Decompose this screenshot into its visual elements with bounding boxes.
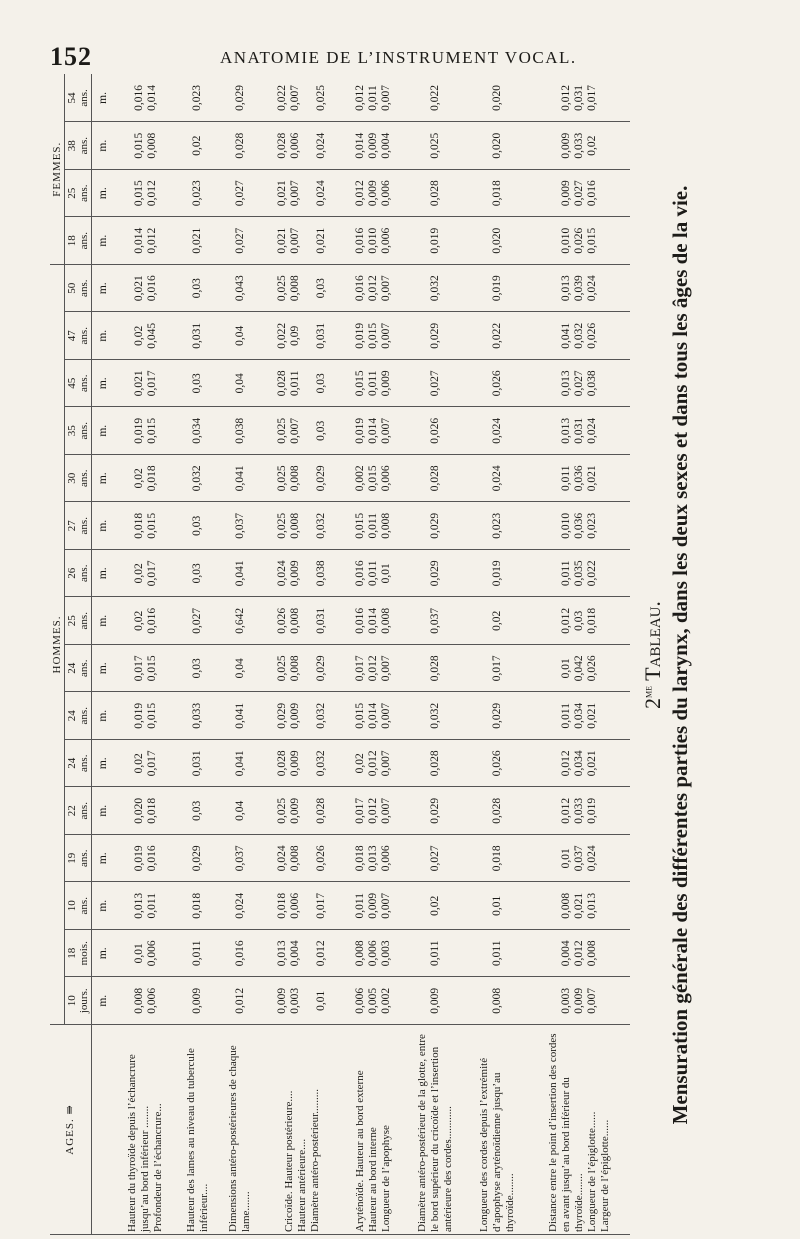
value-cell: 0,03 bbox=[177, 264, 219, 312]
table-body bbox=[92, 74, 631, 1234]
value-cell: 0,002 0,015 0,006 bbox=[343, 455, 405, 503]
value-cell: 0,019 0,014 0,007 bbox=[343, 407, 405, 455]
tableau-word: Tableau. bbox=[640, 601, 665, 681]
value-cell: 0,020 bbox=[467, 74, 529, 122]
age-value: 24 bbox=[66, 757, 78, 769]
value-cell: 0,017 0,012 0,007 bbox=[343, 645, 405, 693]
value-cell: 0,014 0,009 0,004 bbox=[343, 122, 405, 170]
age-header-cell bbox=[65, 550, 92, 598]
value-cell: 0,028 bbox=[405, 455, 467, 503]
value-cell: 0,008 0,006 0,003 bbox=[343, 930, 405, 978]
value-cell: 0,009 bbox=[177, 977, 219, 1025]
value-cell: 0,023 bbox=[177, 169, 219, 217]
age-unit: ans. bbox=[78, 564, 90, 582]
right-arrow-icon: ⇛ bbox=[64, 1104, 76, 1115]
value-cell: 0,014 0,012 bbox=[115, 217, 177, 265]
value-cell: 0,03 bbox=[177, 502, 219, 550]
value-cell: 0,013 0,031 0,024 bbox=[529, 407, 630, 455]
unit-cell: m. bbox=[92, 835, 115, 883]
age-unit: ans. bbox=[78, 897, 90, 915]
value-cell: 0,02 0,017 bbox=[115, 550, 177, 598]
value-cell: 0,012 bbox=[219, 977, 261, 1025]
row-label: Dimensions antéro-postérieures de chaque lame....... bbox=[219, 1025, 261, 1235]
age-unit: ans. bbox=[78, 802, 90, 820]
tableau-number: 2 bbox=[640, 697, 665, 709]
age-header-cell bbox=[65, 407, 92, 455]
age-header-cell bbox=[65, 835, 92, 883]
group-header-row bbox=[50, 74, 65, 1234]
age-value: 22 bbox=[66, 805, 78, 817]
value-cell: 0,025 0,007 0,03 bbox=[261, 407, 343, 455]
table-row bbox=[529, 74, 630, 1234]
age-value: 24 bbox=[66, 710, 78, 722]
unit-cell: m. bbox=[92, 550, 115, 598]
age-value: 38 bbox=[66, 140, 78, 152]
value-cell: 0,015 0,008 bbox=[115, 122, 177, 170]
unit-cell: m. bbox=[92, 787, 115, 835]
age-unit: ans. bbox=[78, 137, 90, 155]
age-header-cell bbox=[65, 169, 92, 217]
value-cell: 0,016 0,012 0,007 bbox=[343, 264, 405, 312]
row-label: Hauteur du thyroïde depuis l’échancrure jusqu’au bord inférieur ........ Profondeur de l’échancrure... bbox=[115, 1025, 177, 1235]
value-cell: 0,032 bbox=[405, 692, 467, 740]
value-cell: 0,028 0,009 0,032 bbox=[261, 740, 343, 788]
age-value: 18 bbox=[66, 947, 78, 959]
age-header-cell bbox=[65, 122, 92, 170]
age-value: 18 bbox=[66, 235, 78, 247]
age-unit: ans. bbox=[78, 659, 90, 677]
value-cell: 0,019 0,016 bbox=[115, 835, 177, 883]
value-cell: 0,02 0,045 bbox=[115, 312, 177, 360]
value-cell: 0,025 0,008 0,03 bbox=[261, 264, 343, 312]
unit-cell: m. bbox=[92, 740, 115, 788]
table-row bbox=[405, 74, 467, 1234]
value-cell: 0,026 bbox=[467, 740, 529, 788]
value-cell: 0,017 bbox=[467, 645, 529, 693]
value-cell: 0,019 0,015 bbox=[115, 407, 177, 455]
value-cell: 0,021 0,017 bbox=[115, 360, 177, 408]
age-unit: ans. bbox=[78, 612, 90, 630]
age-value: 10 bbox=[66, 900, 78, 912]
value-cell: 0,011 bbox=[177, 930, 219, 978]
age-unit: ans. bbox=[78, 849, 90, 867]
value-cell: 0,019 0,015 bbox=[115, 692, 177, 740]
value-cell: 0,027 bbox=[405, 835, 467, 883]
value-cell: 0,008 bbox=[467, 977, 529, 1025]
value-cell: 0,019 bbox=[405, 217, 467, 265]
value-cell: 0,029 bbox=[405, 787, 467, 835]
age-unit: ans. bbox=[78, 184, 90, 202]
table-row bbox=[261, 74, 343, 1234]
value-cell: 0,020 0,018 bbox=[115, 787, 177, 835]
page-header bbox=[50, 42, 770, 72]
running-head: ANATOMIE DE L’INSTRUMENT VOCAL. bbox=[220, 48, 577, 67]
age-unit: ans. bbox=[78, 469, 90, 487]
value-cell: 0,028 0,006 0,024 bbox=[261, 122, 343, 170]
value-cell: 0,022 0,09 0,031 bbox=[261, 312, 343, 360]
value-cell: 0,028 bbox=[405, 645, 467, 693]
table-row bbox=[177, 74, 219, 1234]
unit-cell: m. bbox=[92, 217, 115, 265]
ages-header bbox=[50, 1025, 92, 1235]
value-cell: 0,028 bbox=[219, 122, 261, 170]
age-header-cell bbox=[65, 502, 92, 550]
value-cell: 0,012 0,034 0,021 bbox=[529, 740, 630, 788]
value-cell: 0,02 0,012 0,007 bbox=[343, 740, 405, 788]
unit-cell: m. bbox=[92, 407, 115, 455]
unit-cell: m. bbox=[92, 502, 115, 550]
table-row bbox=[467, 74, 529, 1234]
value-cell: 0,003 0,009 0,007 bbox=[529, 977, 630, 1025]
age-value: 25 bbox=[66, 615, 78, 627]
age-unit: ans. bbox=[78, 422, 90, 440]
value-cell: 0,037 bbox=[405, 597, 467, 645]
value-cell: 0,008 0,006 bbox=[115, 977, 177, 1025]
age-header-cell bbox=[65, 740, 92, 788]
value-cell: 0,027 bbox=[219, 217, 261, 265]
value-cell: 0,029 bbox=[219, 74, 261, 122]
value-cell: 0,011 bbox=[467, 930, 529, 978]
value-cell: 0,016 0,014 bbox=[115, 74, 177, 122]
value-cell: 0,027 bbox=[405, 360, 467, 408]
tableau-label bbox=[640, 75, 666, 1235]
unit-cell: m. bbox=[92, 977, 115, 1025]
age-header-cell bbox=[65, 882, 92, 930]
value-cell: 0,01 0,006 bbox=[115, 930, 177, 978]
value-cell: 0,022 0,007 0,025 bbox=[261, 74, 343, 122]
value-cell: 0,021 0,007 0,021 bbox=[261, 217, 343, 265]
value-cell: 0,012 0,031 0,017 bbox=[529, 74, 630, 122]
value-cell: 0,009 bbox=[405, 977, 467, 1025]
value-cell: 0,021 0,007 0,024 bbox=[261, 169, 343, 217]
value-cell: 0,025 bbox=[405, 122, 467, 170]
unit-row-label bbox=[92, 1025, 115, 1235]
value-cell: 0,037 bbox=[219, 502, 261, 550]
age-header-cell bbox=[65, 597, 92, 645]
value-cell: 0,043 bbox=[219, 264, 261, 312]
row-label: Distance entre le point d’insertion des cordes en avant jusqu’au bord inférieur du thyroïde........ Longueur de l’épiglotte...... Largeur de l’épiglotte...... bbox=[529, 1025, 630, 1235]
value-cell: 0,016 bbox=[219, 930, 261, 978]
table-title: Mensuration générale des différentes parties du larynx, dans les deux sexes et dans tous les âges de la vie. bbox=[668, 185, 692, 1125]
value-cell: 0,04 bbox=[219, 360, 261, 408]
age-unit: ans. bbox=[78, 327, 90, 345]
value-cell: 0,018 0,013 0,006 bbox=[343, 835, 405, 883]
value-cell: 0,04 bbox=[219, 312, 261, 360]
value-cell: 0,023 bbox=[177, 74, 219, 122]
value-cell: 0,010 0,036 0,023 bbox=[529, 502, 630, 550]
value-cell: 0,011 0,035 0,022 bbox=[529, 550, 630, 598]
value-cell: 0,02 0,017 bbox=[115, 740, 177, 788]
value-cell: 0,028 bbox=[405, 169, 467, 217]
value-cell: 0,010 0,026 0,015 bbox=[529, 217, 630, 265]
value-cell: 0,006 0,005 0,002 bbox=[343, 977, 405, 1025]
value-cell: 0,009 0,027 0,016 bbox=[529, 169, 630, 217]
age-unit: ans. bbox=[78, 517, 90, 535]
value-cell: 0,019 bbox=[467, 550, 529, 598]
value-cell: 0,04 bbox=[219, 787, 261, 835]
value-cell: 0,020 bbox=[467, 122, 529, 170]
value-cell: 0,004 0,012 0,008 bbox=[529, 930, 630, 978]
age-value: 45 bbox=[66, 377, 78, 389]
value-cell: 0,024 bbox=[467, 407, 529, 455]
value-cell: 0,018 0,006 0,017 bbox=[261, 882, 343, 930]
unit-cell: m. bbox=[92, 930, 115, 978]
age-unit: jours. bbox=[78, 988, 90, 1014]
value-cell: 0,029 bbox=[405, 312, 467, 360]
value-cell: 0,024 bbox=[219, 882, 261, 930]
age-value: 50 bbox=[66, 282, 78, 294]
value-cell: 0,027 bbox=[219, 169, 261, 217]
value-cell: 0,018 bbox=[467, 169, 529, 217]
value-cell: 0,011 0,036 0,021 bbox=[529, 455, 630, 503]
value-cell: 0,025 0,008 0,032 bbox=[261, 502, 343, 550]
age-unit: ans. bbox=[78, 232, 90, 250]
age-unit: ans. bbox=[78, 754, 90, 772]
age-value: 47 bbox=[66, 330, 78, 342]
value-cell: 0,013 0,039 0,024 bbox=[529, 264, 630, 312]
unit-cell: m. bbox=[92, 597, 115, 645]
value-cell: 0,019 bbox=[467, 264, 529, 312]
value-cell: 0,025 0,009 0,028 bbox=[261, 787, 343, 835]
value-cell: 0,022 bbox=[405, 74, 467, 122]
value-cell: 0,013 0,004 0,012 bbox=[261, 930, 343, 978]
row-label: Diamètre antéro-postérieur de la glotte, entre le bord supérieur du cricoïde et l’insertion antérieure des cordes............ bbox=[405, 1025, 467, 1235]
age-header-cell bbox=[65, 930, 92, 978]
value-cell: 0,018 bbox=[177, 882, 219, 930]
value-cell: 0,028 0,011 0,03 bbox=[261, 360, 343, 408]
value-cell: 0,016 0,010 0,006 bbox=[343, 217, 405, 265]
value-cell: 0,01 0,037 0,024 bbox=[529, 835, 630, 883]
table-row bbox=[219, 74, 261, 1234]
age-unit: ans. bbox=[78, 279, 90, 297]
value-cell: 0,021 bbox=[177, 217, 219, 265]
value-cell: 0,032 bbox=[405, 264, 467, 312]
age-header-cell bbox=[65, 787, 92, 835]
age-value: 19 bbox=[66, 852, 78, 864]
value-cell: 0,009 0,003 0,01 bbox=[261, 977, 343, 1025]
unit-cell: m. bbox=[92, 645, 115, 693]
age-unit: ans. bbox=[78, 89, 90, 107]
value-cell: 0,026 0,008 0,031 bbox=[261, 597, 343, 645]
age-value: 26 bbox=[66, 567, 78, 579]
value-cell: 0,025 0,008 0,029 bbox=[261, 455, 343, 503]
value-cell: 0,02 bbox=[467, 597, 529, 645]
measurement-table bbox=[50, 74, 630, 1235]
row-label: Longueur des cordes depuis l’extrémité d’apophyse aryténoïdienne jusqu’au thyroïde........ bbox=[467, 1025, 529, 1235]
value-cell: 0,013 0,027 0,038 bbox=[529, 360, 630, 408]
value-cell: 0,016 0,014 0,008 bbox=[343, 597, 405, 645]
value-cell: 0,041 bbox=[219, 455, 261, 503]
value-cell: 0,019 0,015 0,007 bbox=[343, 312, 405, 360]
age-value: 54 bbox=[66, 92, 78, 104]
value-cell: 0,03 bbox=[177, 787, 219, 835]
ages-label: AGES. bbox=[64, 1118, 76, 1155]
age-unit: ans. bbox=[78, 707, 90, 725]
value-cell: 0,037 bbox=[219, 835, 261, 883]
page-number: 152 bbox=[50, 42, 92, 71]
unit-cell: m. bbox=[92, 882, 115, 930]
value-cell: 0,015 0,011 0,008 bbox=[343, 502, 405, 550]
age-value: 10 bbox=[66, 995, 78, 1007]
value-cell: 0,008 0,021 0,013 bbox=[529, 882, 630, 930]
value-cell: 0,018 bbox=[467, 835, 529, 883]
value-cell: 0,024 0,009 0,038 bbox=[261, 550, 343, 598]
value-cell: 0,028 bbox=[405, 740, 467, 788]
value-cell: 0,012 0,011 0,007 bbox=[343, 74, 405, 122]
row-label: Cricoïde. Hauteur postérieure.... Hauteur antérieure.... Diamètre antéro-postérieur......... bbox=[261, 1025, 343, 1235]
age-header-cell bbox=[65, 312, 92, 360]
rotated-tableau bbox=[50, 75, 750, 1235]
value-cell: 0,041 bbox=[219, 740, 261, 788]
value-cell: 0,017 0,012 0,007 bbox=[343, 787, 405, 835]
value-cell: 0,032 bbox=[177, 455, 219, 503]
value-cell: 0,022 bbox=[467, 312, 529, 360]
age-header-cell bbox=[65, 977, 92, 1025]
value-cell: 0,041 0,032 0,026 bbox=[529, 312, 630, 360]
value-cell: 0,03 bbox=[177, 550, 219, 598]
age-header-cell bbox=[65, 645, 92, 693]
age-header-cell bbox=[65, 455, 92, 503]
age-value: 24 bbox=[66, 662, 78, 674]
age-header-cell bbox=[65, 217, 92, 265]
age-value: 30 bbox=[66, 472, 78, 484]
value-cell: 0,01 bbox=[467, 882, 529, 930]
value-cell: 0,020 bbox=[467, 217, 529, 265]
value-cell: 0,023 bbox=[467, 502, 529, 550]
age-header-cell bbox=[65, 360, 92, 408]
value-cell: 0,029 bbox=[177, 835, 219, 883]
value-cell: 0,018 0,015 bbox=[115, 502, 177, 550]
age-header-cell bbox=[65, 692, 92, 740]
unit-cell: m. bbox=[92, 74, 115, 122]
tableau-suffix: me bbox=[640, 685, 655, 698]
value-cell: 0,027 bbox=[177, 597, 219, 645]
row-label: Hauteur des lames au niveau du tubercule inférieur.... bbox=[177, 1025, 219, 1235]
table-row bbox=[343, 74, 405, 1234]
value-cell: 0,026 bbox=[405, 407, 467, 455]
table-row bbox=[115, 74, 177, 1234]
value-cell: 0,033 bbox=[177, 692, 219, 740]
women-group-header: FEMMES. bbox=[50, 74, 65, 264]
value-cell: 0,034 bbox=[177, 407, 219, 455]
value-cell: 0,012 0,03 0,018 bbox=[529, 597, 630, 645]
value-cell: 0,026 bbox=[467, 360, 529, 408]
value-cell: 0,041 bbox=[219, 550, 261, 598]
value-cell: 0,015 0,011 0,009 bbox=[343, 360, 405, 408]
value-cell: 0,038 bbox=[219, 407, 261, 455]
value-cell: 0,017 0,015 bbox=[115, 645, 177, 693]
value-cell: 0,01 0,042 0,026 bbox=[529, 645, 630, 693]
unit-cell: m. bbox=[92, 264, 115, 312]
unit-cell: m. bbox=[92, 312, 115, 360]
value-cell: 0,029 bbox=[405, 502, 467, 550]
value-cell: 0,012 0,033 0,019 bbox=[529, 787, 630, 835]
age-unit: mois. bbox=[78, 941, 90, 966]
value-cell: 0,031 bbox=[177, 740, 219, 788]
value-cell: 0,013 0,011 bbox=[115, 882, 177, 930]
unit-cell: m. bbox=[92, 692, 115, 740]
value-cell: 0,011 0,009 0,007 bbox=[343, 882, 405, 930]
value-cell: 0,02 bbox=[177, 122, 219, 170]
unit-cell: m. bbox=[92, 360, 115, 408]
age-unit: ans. bbox=[78, 374, 90, 392]
value-cell: 0,015 0,014 0,007 bbox=[343, 692, 405, 740]
age-header-cell bbox=[65, 74, 92, 122]
men-group-header: HOMMES. bbox=[50, 264, 65, 1024]
value-cell: 0,011 bbox=[405, 930, 467, 978]
unit-cell: m. bbox=[92, 122, 115, 170]
value-cell: 0,009 0,033 0,02 bbox=[529, 122, 630, 170]
value-cell: 0,021 0,016 bbox=[115, 264, 177, 312]
value-cell: 0,642 bbox=[219, 597, 261, 645]
row-label: Aryténoïde. Hauteur au bord externe Hauteur au bord interne Longueur de l’apophyse bbox=[343, 1025, 405, 1235]
value-cell: 0,02 0,016 bbox=[115, 597, 177, 645]
value-cell: 0,03 bbox=[177, 360, 219, 408]
value-cell: 0,029 0,009 0,032 bbox=[261, 692, 343, 740]
value-cell: 0,024 bbox=[467, 455, 529, 503]
value-cell: 0,011 0,034 0,021 bbox=[529, 692, 630, 740]
value-cell: 0,029 bbox=[405, 550, 467, 598]
unit-cell: m. bbox=[92, 455, 115, 503]
value-cell: 0,02 0,018 bbox=[115, 455, 177, 503]
unit-cell: m. bbox=[92, 169, 115, 217]
age-header-cell bbox=[65, 264, 92, 312]
unit-row bbox=[92, 74, 115, 1234]
value-cell: 0,041 bbox=[219, 692, 261, 740]
value-cell: 0,025 0,008 0,029 bbox=[261, 645, 343, 693]
value-cell: 0,02 bbox=[405, 882, 467, 930]
age-value: 27 bbox=[66, 520, 78, 532]
age-value: 25 bbox=[66, 187, 78, 199]
value-cell: 0,029 bbox=[467, 692, 529, 740]
value-cell: 0,031 bbox=[177, 312, 219, 360]
value-cell: 0,028 bbox=[467, 787, 529, 835]
age-value: 35 bbox=[66, 425, 78, 437]
value-cell: 0,012 0,009 0,006 bbox=[343, 169, 405, 217]
value-cell: 0,03 bbox=[177, 645, 219, 693]
value-cell: 0,024 0,008 0,026 bbox=[261, 835, 343, 883]
value-cell: 0,016 0,011 0,01 bbox=[343, 550, 405, 598]
value-cell: 0,04 bbox=[219, 645, 261, 693]
value-cell: 0,015 0,012 bbox=[115, 169, 177, 217]
